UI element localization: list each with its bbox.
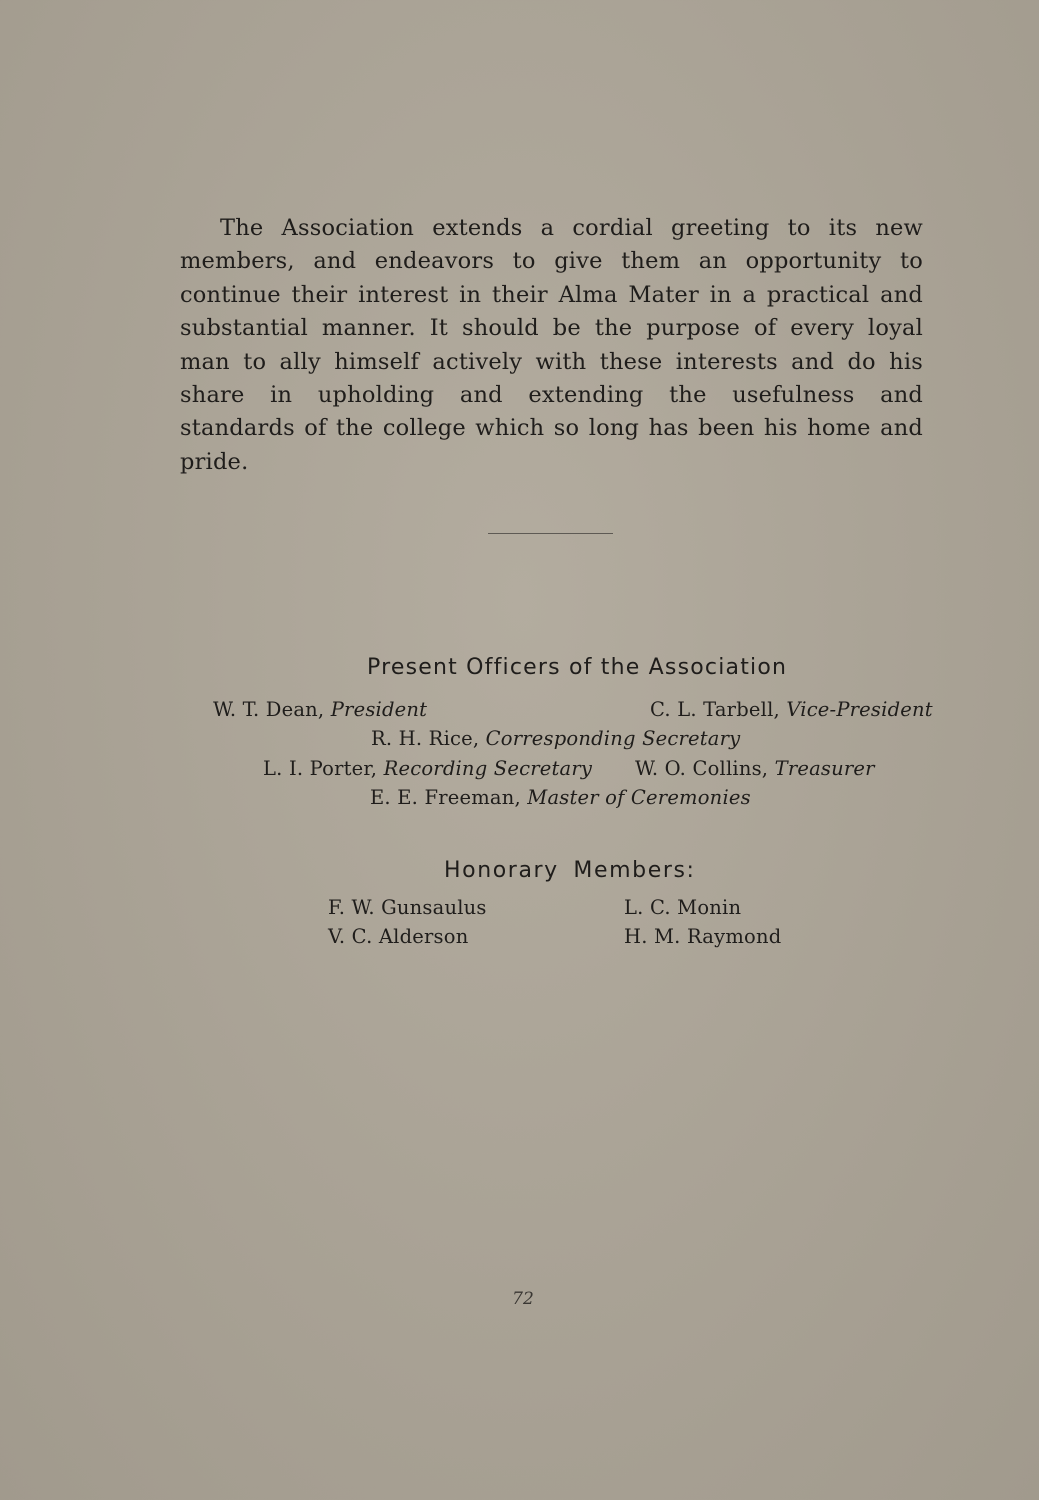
officer-entry	[635, 757, 875, 781]
honorary-member: H. M. Raymond	[624, 925, 782, 948]
officer-entry	[650, 698, 933, 722]
officer-entry	[370, 786, 751, 810]
officer-title: Vice-President	[786, 698, 933, 721]
officer-title: Treasurer	[774, 757, 875, 780]
honorary-member: L. C. Monin	[624, 896, 742, 919]
officer-entry	[371, 727, 740, 751]
officer-name: R. H. Rice,	[371, 727, 480, 750]
officer-title: President	[330, 698, 428, 721]
honorary-heading: Honorary Members:	[444, 858, 696, 883]
officer-name: W. O. Collins,	[635, 757, 769, 780]
officers-heading: Present Officers of the Association	[367, 655, 788, 680]
officer-name: W. T. Dean,	[213, 698, 325, 721]
page-number: 72	[512, 1289, 534, 1309]
officer-name: C. L. Tarbell,	[650, 698, 780, 721]
intro-paragraph: The Association extends a cordial greeting to its new members, and endeavors to give them an opportunity to continue their interest in their Alma Mater in a practical and substantial manner. It should be the purpose of every loyal man to ally himself actively with these interests and do his share in upholding and extending the usefulness and standards of the college which so long has been his home and pride.	[180, 215, 923, 475]
honorary-member: V. C. Alderson	[328, 925, 469, 948]
section-divider	[488, 533, 613, 534]
officer-entry	[213, 698, 427, 722]
officer-name: E. E. Freeman,	[370, 786, 521, 809]
officer-title: Corresponding Secretary	[485, 727, 741, 750]
honorary-member: F. W. Gunsaulus	[328, 896, 487, 919]
officer-title: Recording Secretary	[383, 757, 593, 780]
officer-entry	[263, 757, 592, 781]
officer-name: L. I. Porter,	[263, 757, 378, 780]
officer-title: Master of Ceremonies	[527, 786, 751, 809]
